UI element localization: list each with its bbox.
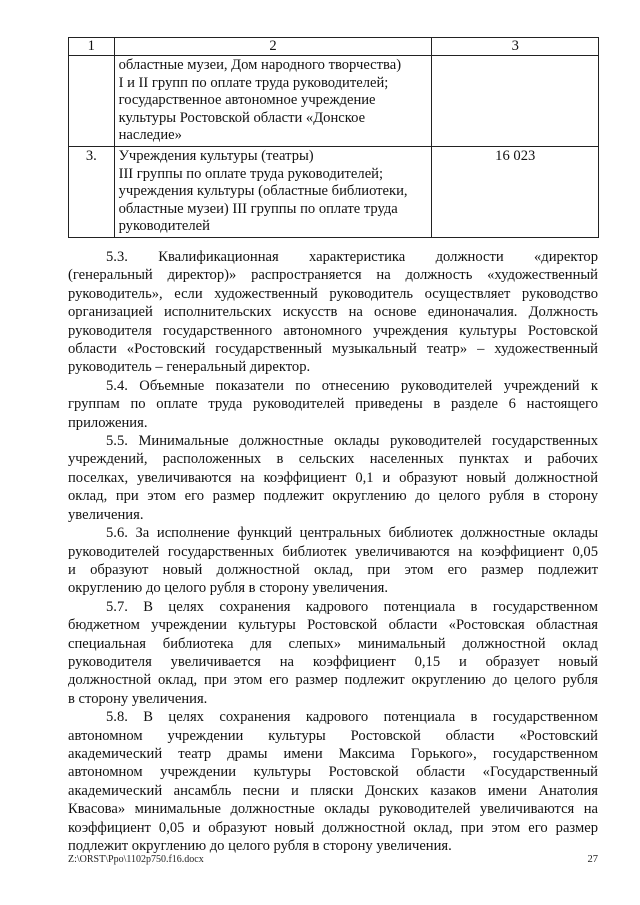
file-path: Z:\ORST\Ppo\1102p750.f16.docx xyxy=(68,854,204,865)
paragraph-line: приложения. xyxy=(68,414,148,431)
cell-text-line: областные музеи) III группы по оплате труда xyxy=(118,200,398,217)
paragraph-line: увеличения. xyxy=(68,506,144,523)
paragraph xyxy=(68,708,598,855)
paragraph-line: автономном учреждении культуры Ростовской области «Ростовский xyxy=(68,727,598,744)
paragraph-line: 5.6. За исполнение функций центральных библиотек должностные оклады xyxy=(106,525,598,542)
cell-text-line: наследие» xyxy=(118,127,182,144)
cell-text-line: культуры Ростовской области «Донское xyxy=(118,109,366,126)
paragraph-line: округлению до целого рубля в сторону увеличения. xyxy=(68,580,388,597)
paragraph-line: в сторону увеличения. xyxy=(68,690,208,707)
cell-text-line: руководителей xyxy=(118,218,210,235)
paragraph-line: и образуют новый должностной оклад, при этом его размер подлежит xyxy=(68,561,598,578)
paragraph-line: области «Ростовский государственный музыкальный театр» – художественный xyxy=(68,341,598,358)
paragraph-line: автономном учреждении культуры Ростовской области «Государственный xyxy=(68,764,598,781)
paragraph-line: руководителя увеличивается на коэффициент 0,15 и образует новый xyxy=(68,653,598,670)
paragraph-line: группам по оплате труда руководителей приведены в разделе 6 настоящего xyxy=(68,396,598,413)
page-number: 27 xyxy=(587,854,598,865)
paragraph xyxy=(68,598,598,708)
row-description-cell xyxy=(114,56,432,147)
paragraph-line: подлежит округлению до целого рубля в сторону увеличения. xyxy=(68,838,452,854)
paragraph-line: 5.7. В целях сохранения кадрового потенциала в государственном xyxy=(106,598,598,615)
paragraph-line: организацией исполнительских искусств на основе единоначалия. Должность xyxy=(68,304,598,321)
table-row xyxy=(69,56,599,147)
row-number-cell xyxy=(69,56,115,147)
table-row xyxy=(69,146,599,237)
table-header-row xyxy=(69,38,599,56)
paragraph-line: поселках, увеличиваются на коэффициент 0,1 и образуют новый должностной xyxy=(68,469,598,486)
cell-text-line: областные музеи, Дом народного творчества) xyxy=(118,57,402,73)
paragraph-line: 5.4. Объемные показатели по отнесению руководителей учреждений к xyxy=(106,377,598,394)
cell-text-line: Учреждения культуры (театры) xyxy=(118,147,314,164)
table-header-cell: 3 xyxy=(432,38,599,56)
table-header-cell: 2 xyxy=(114,38,432,56)
cell-text-line: учреждения культуры (областные библиотеки, xyxy=(118,183,408,200)
paragraph-line: бюджетном учреждении культуры Ростовской области «Ростовская областная xyxy=(68,617,598,634)
row-number-cell: 3. xyxy=(69,146,115,237)
paragraph-line: (генеральный директор)» распространяется на должность «художественный xyxy=(68,267,598,284)
cell-text-line: I и II групп по оплате труда руководителей; xyxy=(118,74,389,91)
paragraph-line: оклад, при этом его размер подлежит округлению до целого рубля в сторону xyxy=(68,488,598,505)
paragraph-line: учреждений, расположенных в сельских населенных пунктах и рабочих xyxy=(68,451,598,468)
paragraph-line: руководитель», если художественный руководитель осуществляет руководство xyxy=(68,285,598,302)
paragraph-line: академический ансамбль песни и пляски Донских казаков имени Анатолия xyxy=(68,782,598,799)
paragraph-line: Квасова» минимальные должностные оклады руководителей увеличиваются на xyxy=(68,801,598,818)
salary-table xyxy=(68,37,599,238)
paragraph-line: руководителей государственных библиотек увеличиваются на коэффициент 0,05 xyxy=(68,543,598,560)
paragraph-line: 5.3. Квалификационная характеристика должности «директор xyxy=(106,249,598,265)
cell-text-line: государственное автономное учреждение xyxy=(118,92,376,109)
paragraph xyxy=(68,377,598,432)
paragraph-line: коэффициент 0,05 и образуют новый должностной оклад, при этом его размер xyxy=(68,819,598,836)
paragraph-line: руководитель – генеральный директор. xyxy=(68,359,311,376)
paragraph-line: 5.5. Минимальные должностные оклады руководителей государственных xyxy=(106,433,598,450)
paragraph-line: специальная библиотека для слепых» минимальный должностной оклад xyxy=(68,635,598,652)
row-description-cell xyxy=(114,146,432,237)
paragraph-line: должностной оклад, при этом его размер подлежит округлению до целого рубля xyxy=(68,672,598,689)
paragraph xyxy=(68,248,598,377)
paragraph-line: руководителя государственного автономного учреждения культуры Ростовской xyxy=(68,322,598,339)
document-body xyxy=(68,248,598,855)
table-header-cell: 1 xyxy=(69,38,115,56)
paragraph-line: академический театр драмы имени Максима Горького», государственном xyxy=(68,745,598,762)
paragraph-line: 5.8. В целях сохранения кадрового потенциала в государственном xyxy=(106,709,598,726)
row-value-cell xyxy=(432,56,599,147)
paragraph xyxy=(68,432,598,524)
cell-text-line: III группы по оплате труда руководителей; xyxy=(118,165,384,182)
row-value-cell: 16 023 xyxy=(432,146,599,237)
paragraph xyxy=(68,524,598,598)
